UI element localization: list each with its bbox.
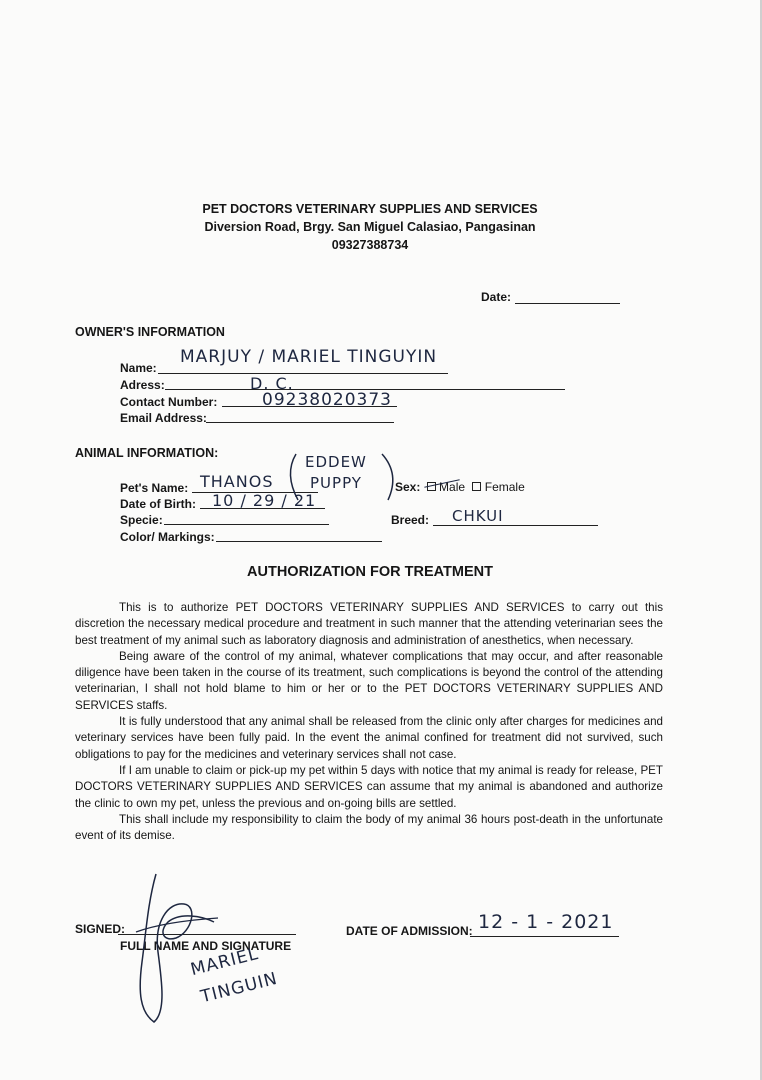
company-address: Diversion Road, Brgy. San Miguel Calasiao, Pangasinan: [204, 220, 536, 234]
specie-label: Specie:: [120, 513, 163, 527]
admission-date-line: [470, 936, 619, 937]
breed-value: CHKUI: [452, 507, 504, 525]
owner-address-label: Adress:: [120, 378, 165, 392]
authorization-paragraph-3: It is fully understood that any animal shall be released from the clinic only after charges for medicines and veterinary services have been fully paid. In the event the animal confined for treatment did not survived, such obligations to pay for the medicines and veterinary services shall not case.: [75, 715, 663, 761]
sex-field: [395, 480, 525, 494]
owner-section-title: OWNER'S INFORMATION: [75, 325, 225, 339]
authorization-paragraph-1: This is to authorize PET DOCTORS VETERINARY SUPPLIES AND SERVICES to carry out this discretion the necessary medical procedure and treatment in such manner that the attending veterinarian sees the best treatment of my animal such as laboratory diagnosis and administration of anesthetics, when necessary.: [75, 601, 663, 647]
signed-label: SIGNED:: [75, 922, 126, 936]
pet-note-line1: EDDEW: [305, 453, 367, 471]
signature-scribble: [128, 872, 228, 1032]
company-name: PET DOCTORS VETERINARY SUPPLIES AND SERVICES: [202, 202, 538, 216]
date-label: Date:: [481, 290, 512, 304]
owner-address-value: D. C.: [250, 374, 294, 393]
owner-name-value: MARJUY / MARIEL TINGUYIN: [180, 347, 438, 367]
contact-number-value: 09238020373: [262, 390, 392, 410]
signature-caption: FULL NAME AND SIGNATURE: [120, 939, 292, 953]
breed-label: Breed:: [391, 513, 430, 527]
signature-handwritten-line1: MARIEL: [188, 943, 261, 981]
company-phone: 09327388734: [331, 238, 409, 252]
sex-label: Sex:: [395, 480, 421, 494]
animal-section-title: ANIMAL INFORMATION:: [75, 446, 219, 460]
sex-female-checkbox[interactable]: [472, 482, 481, 491]
admission-date-label: DATE OF ADMISSION:: [346, 924, 473, 938]
color-markings-line: [216, 541, 382, 542]
specie-line: [164, 524, 329, 525]
owner-name-label: Name:: [120, 361, 157, 375]
dob-value: 10 / 29 / 21: [212, 491, 317, 510]
sex-male-label: Male: [439, 480, 466, 494]
pet-name-value: THANOS: [200, 472, 274, 491]
contact-number-label: Contact Number:: [120, 395, 218, 409]
signature-handwritten-line2: TINGUIN: [198, 968, 280, 1008]
authorization-body: [75, 600, 663, 844]
sex-female-label: Female: [484, 480, 525, 494]
pet-note-line2: PUPPY: [310, 474, 362, 492]
owner-name-line: [158, 373, 448, 374]
authorization-paragraph-5: This shall include my responsibility to claim the body of my animal 36 hours post-death in the unfortunate event of its demise.: [75, 812, 663, 843]
authorization-paragraph-2: Being aware of the control of my animal, whatever complications that may occur, and after reasonable diligence have been taken in the course of its treatment, such complications is beyond the control of the attending veterinarian, I shall not hold blame to him or her or to the PET DOCTORS VETERINARY SUPPLIES AND SERVICES staffs.: [75, 649, 663, 712]
date-line: [515, 303, 620, 304]
email-label: Email Address:: [120, 411, 207, 425]
email-line: [206, 422, 394, 423]
dob-label: Date of Birth:: [120, 497, 196, 511]
pet-name-label: Pet's Name:: [120, 481, 189, 495]
admission-date-value: 12 - 1 - 2021: [478, 911, 614, 933]
breed-line: [433, 525, 598, 526]
authorization-title: AUTHORIZATION FOR TREATMENT: [247, 564, 493, 580]
color-markings-label: Color/ Markings:: [120, 530, 215, 544]
authorization-paragraph-4: If I am unable to claim or pick-up my pet within 5 days with notice that my animal is ready for release, PET DOCTORS VETERINARY SUPPLIES AND SERVICES can assume that my animal is abandoned and authorize the clinic to own my pet, unless the previous and on-going bills are settled.: [75, 763, 663, 810]
